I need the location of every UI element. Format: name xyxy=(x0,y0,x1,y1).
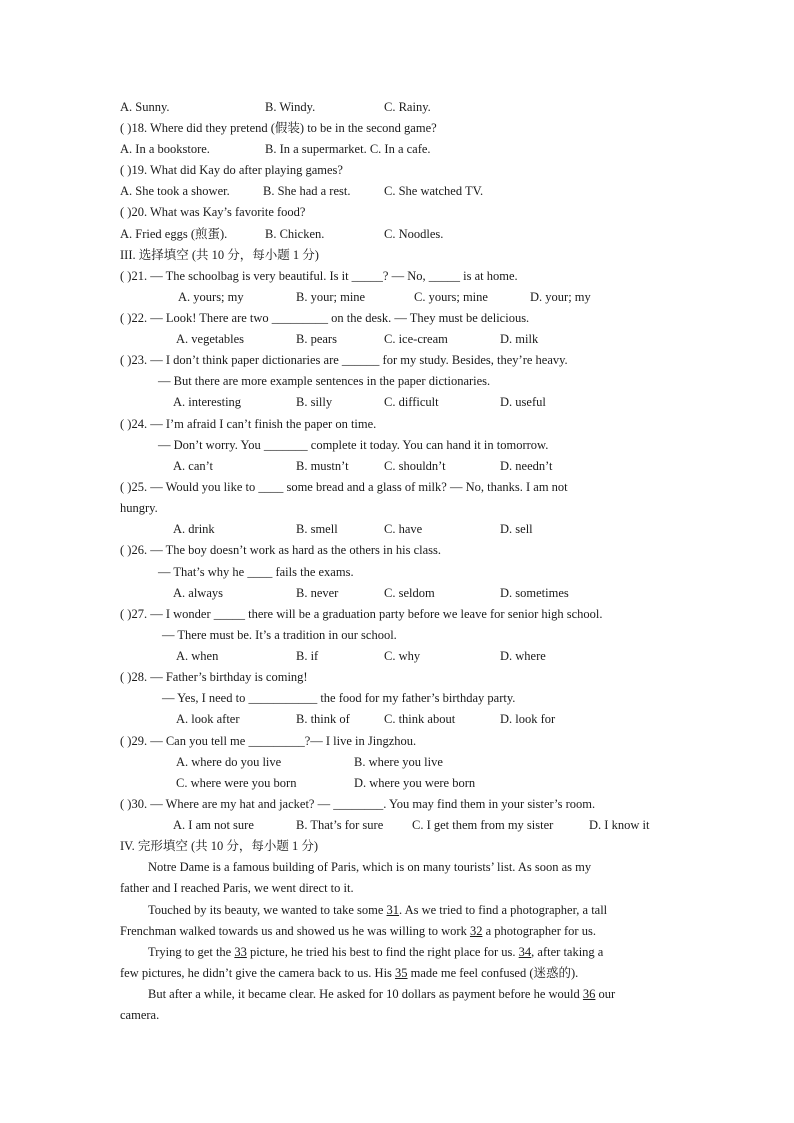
q17-option-a: A. Sunny. xyxy=(120,100,170,114)
passage-text: Trying to get the xyxy=(148,945,235,959)
q30-stem: ( )30. — Where are my hat and jacket? — ________. You may find them in your sister’s room. xyxy=(120,797,596,811)
q27-option-b: B. if xyxy=(296,649,319,663)
q24-option-c: C. shouldn’t xyxy=(384,459,446,473)
blank-33: 33 xyxy=(234,945,247,959)
q25-option-b: B. smell xyxy=(296,522,338,536)
q22-option-a: A. vegetables xyxy=(176,332,245,346)
q26-stem: ( )26. — The boy doesn’t work as hard as the others in his class. xyxy=(120,543,442,557)
q26-option-a: A. always xyxy=(173,586,223,600)
q26-option-c: C. seldom xyxy=(384,586,435,600)
passage-p3-line1 xyxy=(148,944,603,960)
q25-option-d: D. sell xyxy=(500,522,533,536)
passage-text: , after taking a xyxy=(531,945,604,959)
q19-option-a: A. She took a shower. xyxy=(120,184,230,198)
q24-stem: ( )24. — I’m afraid I can’t finish the paper on time. xyxy=(120,417,377,431)
passage-text: . As we tried to find a photographer, a tall xyxy=(399,903,608,917)
q20-stem: ( )20. What was Kay’s favorite food? xyxy=(120,205,306,219)
passage-text: our xyxy=(595,987,616,1001)
q18-option-a: A. In a bookstore. xyxy=(120,142,210,156)
q27-option-a: A. when xyxy=(176,649,219,663)
q29-option-d: D. where you were born xyxy=(354,776,476,790)
q22-option-c: C. ice-cream xyxy=(384,332,448,346)
q30-option-c: C. I get them from my sister xyxy=(412,818,554,832)
q26-response: — That’s why he ____ fails the exams. xyxy=(158,565,354,579)
q21-option-a: A. yours; my xyxy=(178,290,244,304)
q30-option-d: D. I know it xyxy=(589,818,650,832)
passage-p2-line2 xyxy=(120,923,596,939)
blank-34: 34 xyxy=(518,945,532,959)
q19-stem: ( )19. What did Kay do after playing games? xyxy=(120,163,343,177)
passage-p2-line1 xyxy=(148,902,607,918)
q26-option-d: D. sometimes xyxy=(500,586,569,600)
q29-stem: ( )29. — Can you tell me _________?— I live in Jingzhou. xyxy=(120,734,417,748)
passage-text: a photographer for us. xyxy=(482,924,596,938)
q28-option-d: D. look for xyxy=(500,712,556,726)
q19-option-c: C. She watched TV. xyxy=(384,184,484,198)
q30-option-b: B. That’s for sure xyxy=(296,818,384,832)
q22-option-b: B. pears xyxy=(296,332,337,346)
q28-option-a: A. look after xyxy=(176,712,240,726)
passage-p1-line2: father and I reached Paris, we went direct to it. xyxy=(120,881,354,895)
q25-option-c: C. have xyxy=(384,522,423,536)
passage-p4-line1 xyxy=(148,986,615,1002)
q23-stem: ( )23. — I don’t think paper dictionaries are ______ for my study. Besides, they’re heavy. xyxy=(120,353,568,367)
q29-option-b: B. where you live xyxy=(354,755,443,769)
q20-option-b: B. Chicken. xyxy=(265,227,325,241)
q24-response: — Don’t worry. You _______ complete it today. You can hand it in tomorrow. xyxy=(158,438,549,452)
passage-text: Frenchman walked towards us and showed us he was willing to work xyxy=(120,924,470,938)
blank-32: 32 xyxy=(469,924,483,938)
passage-text: few pictures, he didn’t give the camera back to us. His xyxy=(120,966,396,980)
q20-option-a: A. Fried eggs (煎蛋). xyxy=(120,227,228,241)
passage-p1-line1: Notre Dame is a famous building of Paris, which is on many tourists’ list. As soon as my xyxy=(148,860,592,874)
blank-35: 35 xyxy=(395,966,408,980)
q28-option-b: B. think of xyxy=(296,712,350,726)
q24-option-d: D. needn’t xyxy=(500,459,553,473)
q21-option-b: B. your; mine xyxy=(296,290,366,304)
q27-stem: ( )27. — I wonder _____ there will be a graduation party before we leave for senior high school. xyxy=(120,607,603,621)
passage-text: But after a while, it became clear. He asked for 10 dollars as payment before he would xyxy=(148,987,583,1001)
q23-option-d: D. useful xyxy=(500,395,546,409)
q25-stem: ( )25. — Would you like to ____ some bread and a glass of milk? — No, thanks. I am not xyxy=(120,480,568,494)
q27-option-c: C. why xyxy=(384,649,421,663)
q30-option-a: A. I am not sure xyxy=(173,818,254,832)
q18-stem: ( )18. Where did they pretend (假装) to be in the second game? xyxy=(120,121,437,135)
q29-option-c: C. where were you born xyxy=(176,776,297,790)
q24-option-a: A. can’t xyxy=(173,459,214,473)
q19-option-b: B. She had a rest. xyxy=(263,184,351,198)
blank-31: 31 xyxy=(386,903,400,917)
q26-option-b: B. never xyxy=(296,586,339,600)
passage-text: picture, he tried his best to find the right place for us. xyxy=(246,945,519,959)
q25-option-a: A. drink xyxy=(173,522,215,536)
q23-option-c: C. difficult xyxy=(384,395,439,409)
q17-option-b: B. Windy. xyxy=(265,100,316,114)
q21-option-c: C. yours; mine xyxy=(414,290,488,304)
q27-option-d: D. where xyxy=(500,649,546,663)
q18-option-b: B. In a supermarket. C. In a cafe. xyxy=(265,142,431,156)
section-4-title: IV. 完形填空 (共 10 分，每小题 1 分) xyxy=(120,839,319,853)
passage-p3-line2 xyxy=(120,965,578,981)
section-3-title: III. 选择填空 (共 10 分，每小题 1 分) xyxy=(120,248,319,262)
q21-stem: ( )21. — The schoolbag is very beautiful. Is it _____? — No, _____ is at home. xyxy=(120,269,518,283)
q22-stem: ( )22. — Look! There are two _________ on the desk. — They must be delicious. xyxy=(120,311,530,325)
q28-option-c: C. think about xyxy=(384,712,456,726)
q29-option-a: A. where do you live xyxy=(176,755,282,769)
q23-option-a: A. interesting xyxy=(173,395,242,409)
q25-stem-continued: hungry. xyxy=(120,501,158,515)
q27-response: — There must be. It’s a tradition in our school. xyxy=(162,628,397,642)
q23-option-b: B. silly xyxy=(296,395,333,409)
q17-option-c: C. Rainy. xyxy=(384,100,431,114)
q21-option-d: D. your; my xyxy=(530,290,591,304)
passage-p4-line2: camera. xyxy=(120,1008,160,1022)
passage-text: Touched by its beauty, we wanted to take some xyxy=(148,903,387,917)
q28-stem: ( )28. — Father’s birthday is coming! xyxy=(120,670,308,684)
blank-36: 36 xyxy=(582,987,596,1001)
q23-response: — But there are more example sentences in the paper dictionaries. xyxy=(158,374,491,388)
passage-text: made me feel confused (迷惑的). xyxy=(407,966,579,980)
q22-option-d: D. milk xyxy=(500,332,539,346)
q28-response: — Yes, I need to ___________ the food for my father’s birthday party. xyxy=(162,691,516,705)
q24-option-b: B. mustn’t xyxy=(296,459,349,473)
q20-option-c: C. Noodles. xyxy=(384,227,444,241)
